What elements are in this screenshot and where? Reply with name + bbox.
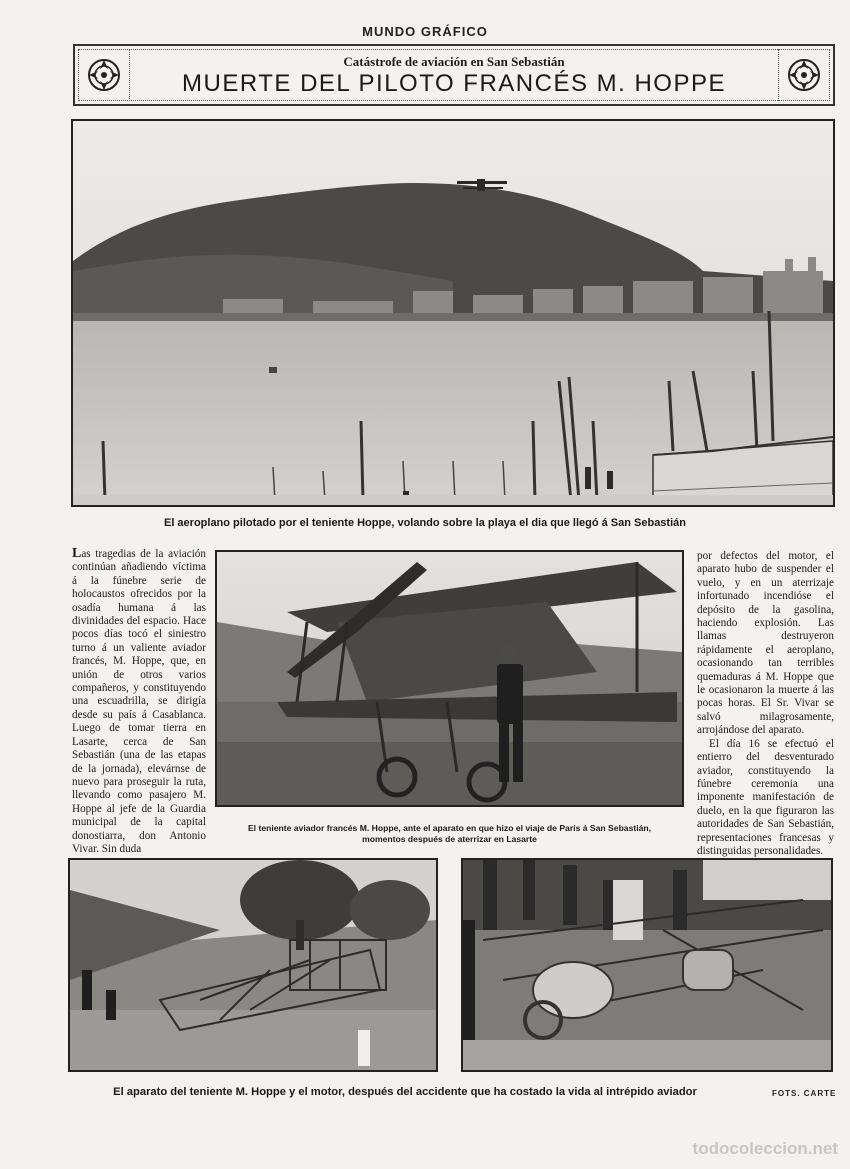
photo-wreck-engine [461,858,833,1072]
photo-wreck-field [68,858,438,1072]
article-dropcap: L [72,546,82,561]
article-left-text: as tragedias de la aviación continúan añadiendo víctima á la fúnebre serie de holocaustos ofrecidos por la osadía humana á las divinidades del espacio. Hace pocos días tocó el siniestro turno á un valiente aviador francés, M. Hoppe, que, en unión de otros varios compañeros, y constituyendo una escuadrilla, se dirigía desde su país á Casablanca. Luego de tomar tierra en Lasarte, cerca de San Sebastián (una de las etapas de la jornada), elevárnse de nuevo para proseguir la ruta, llevando como pasajero M. Hoppe al jefe de la Guardia municipal de la capital donostiarra, don Antonio Vivar. Sin duda [72,548,206,855]
photo-credit: FOTS. CARTE [772,1089,837,1098]
watermark-logo: todocoleccion.net [692,1139,838,1158]
caption-bay: El aeroplano pilotado por el teniente Hoppe, volando sobre la playa el dia que llegó á San Sebastián [163,517,686,529]
article-headline: MUERTE DEL PILOTO FRANCÉS M. HOPPE [182,70,726,97]
article-right-column [697,550,834,858]
caption-wreck: El aparato del teniente M. Hoppe y el motor, después del accidente que ha costado la vida al intrépido aviador [113,1086,697,1098]
article-left-column [72,547,206,856]
article-right-paragraph-1: por defectos del motor, el aparato hubo de suspender el vuelo, y en un aterrizaje infortunado incendióse el depósito de la gasolina, haciendo explosión. Las llamas destruyeron rápidamente el aeroplano, ocasionando tan terribles quemaduras á M. Hoppe que le ocasionaron la muerte á las pocas horas. El Sr. Vivar se salvó milagrosamente, arrojándose del aparato. [697,550,834,737]
article-right-paragraph-2: El día 16 se efectuó el entierro del desventurado aviador, constituyendo la fúnebre ceremonia una imponente manifestación de duelo, en la que figuraron las autoridades de San Sebastián, representaciones francesas y distinguidas personalidades. [697,737,834,857]
caption-pilot [215,823,684,845]
article-subtitle: Catástrofe de aviación en San Sebastián [343,54,565,69]
photo-pilot-plane [215,550,684,807]
caption-pilot-line2: momentos después de aterrizar en Lasarte [362,834,537,844]
caption-pilot-line1: El teniente aviador francés M. Hoppe, ante el aparato en que hizo el viaje de París á San Sebastián, [247,823,652,833]
masthead: MUNDO GRÁFICO [362,24,488,39]
title-banner [73,44,835,106]
photo-bay-airplane [71,119,835,507]
